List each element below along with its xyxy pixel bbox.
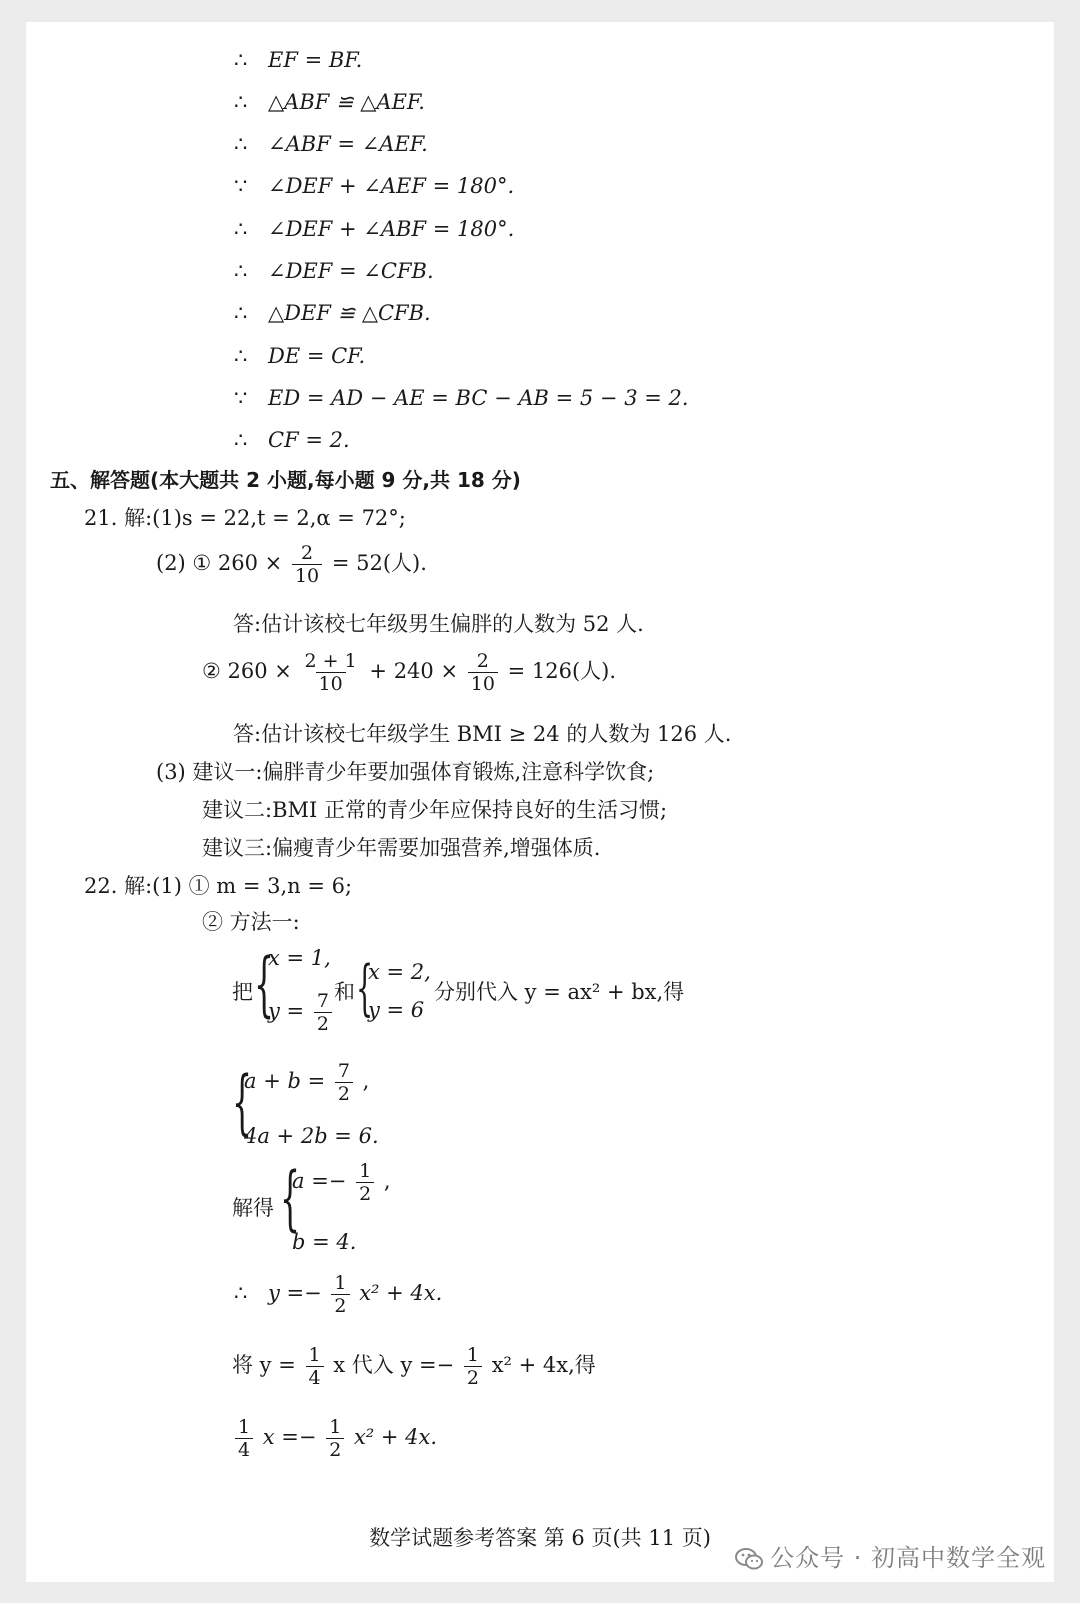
q21-part2-calc: (2) ① 260 × $\frac{2}{10}$ = 52(人).: [156, 542, 427, 587]
section-heading: 五、解答题(本大题共 2 小题,每小题 9 分,共 18 分): [50, 468, 521, 492]
fraction: $\frac{1}{4}$: [235, 1416, 253, 1461]
q21-part1: 21. 解:(1)s = 22,t = 2,α = 72°;: [84, 506, 406, 530]
fraction: $\frac{2}{10}$: [468, 650, 498, 695]
sys3-line1: a + b = $\frac{7}{2}$ ,: [244, 1060, 370, 1105]
brace: {: [356, 953, 374, 1023]
q22-method: ② 方法一:: [202, 910, 300, 934]
fraction: $\frac{7}{2}$: [335, 1060, 353, 1105]
proof-step: ∴ ∠DEF + ∠ABF = 180°.: [234, 217, 515, 241]
q22-he: 和: [334, 980, 355, 1004]
sys1-line2: y = $\frac{7}{2}$: [268, 990, 335, 1035]
proof-step: ∴ EF = BF.: [234, 48, 363, 72]
fraction: $\frac{1}{2}$: [331, 1272, 349, 1317]
q22-result: ∴ y =− $\frac{1}{2}$ x² + 4x.: [234, 1272, 443, 1317]
fraction: $\frac{1}{2}$: [464, 1344, 482, 1389]
fraction: $\frac{1}{2}$: [356, 1160, 374, 1205]
proof-step: ∴ △ABF ≌ △AEF.: [234, 90, 425, 114]
fraction: $\frac{2}{10}$: [292, 542, 322, 587]
q21-suggestion-1: (3) 建议一:偏胖青少年要加强体育锻炼,注意科学饮食;: [156, 760, 655, 784]
fraction: $\frac{7}{2}$: [314, 990, 332, 1035]
proof-step: ∴ ∠ABF = ∠AEF.: [234, 132, 428, 156]
sys4-line1: a =− $\frac{1}{2}$ ,: [292, 1160, 391, 1205]
q21-part2-calc2: ② 260 × $\frac{2 + 1}{10}$ + 240 × $\frac{2}{10}$ = 126(人).: [202, 650, 617, 695]
q22-substitution-text: 分别代入 y = ax² + bx,得: [434, 980, 685, 1004]
q22-part1: 22. 解:(1) ① m = 3,n = 6;: [84, 874, 353, 898]
fraction: $\frac{1}{4}$: [306, 1344, 324, 1389]
q21-answer2: 答:估计该校七年级学生 BMI ≥ 24 的人数为 126 人.: [233, 722, 732, 746]
watermark: 公众号 · 初高中数学全观: [734, 1538, 1046, 1573]
q22-substitute-line: 将 y = $\frac{1}{4}$ x 代入 y =− $\frac{1}{2}$ x² + 4x,得: [232, 1344, 596, 1389]
q21-suggestion-3: 建议三:偏瘦青少年需要加强营养,增强体质.: [202, 836, 601, 860]
q22-ba: 把: [232, 980, 253, 1004]
sys2-line1: x = 2,: [368, 960, 431, 984]
q22-jiede: 解得: [232, 1196, 274, 1220]
sys1-line1: x = 1,: [268, 946, 331, 970]
proof-step: ∵ ∠DEF + ∠AEF = 180°.: [234, 174, 515, 198]
fraction: $\frac{1}{2}$: [326, 1416, 344, 1461]
proof-step: ∵ ED = AD − AE = BC − AB = 5 − 3 = 2.: [234, 386, 689, 410]
brace: {: [254, 943, 275, 1025]
q21-suggestion-2: 建议二:BMI 正常的青少年应保持良好的生活习惯;: [202, 798, 668, 822]
q22-equation: $\frac{1}{4}$ x =− $\frac{1}{2}$ x² + 4x.: [232, 1416, 437, 1461]
sys3-line2: 4a + 2b = 6.: [244, 1124, 379, 1148]
answer-sheet-page: [26, 22, 1054, 1582]
proof-step: ∴ DE = CF.: [234, 344, 366, 368]
proof-step: ∴ △DEF ≌ △CFB.: [234, 301, 431, 325]
page-footer: 数学试题参考答案 第 6 页(共 11 页): [369, 1526, 711, 1550]
wechat-icon: [734, 1547, 764, 1571]
proof-step: ∴ CF = 2.: [234, 428, 350, 452]
q21-answer1: 答:估计该校七年级男生偏胖的人数为 52 人.: [233, 612, 644, 636]
brace: {: [280, 1157, 301, 1239]
sys4-line2: b = 4.: [292, 1230, 357, 1254]
brace: {: [232, 1061, 253, 1143]
sys2-line2: y = 6: [368, 998, 425, 1022]
proof-step: ∴ ∠DEF = ∠CFB.: [234, 259, 434, 283]
fraction: $\frac{2 + 1}{10}$: [304, 650, 357, 695]
